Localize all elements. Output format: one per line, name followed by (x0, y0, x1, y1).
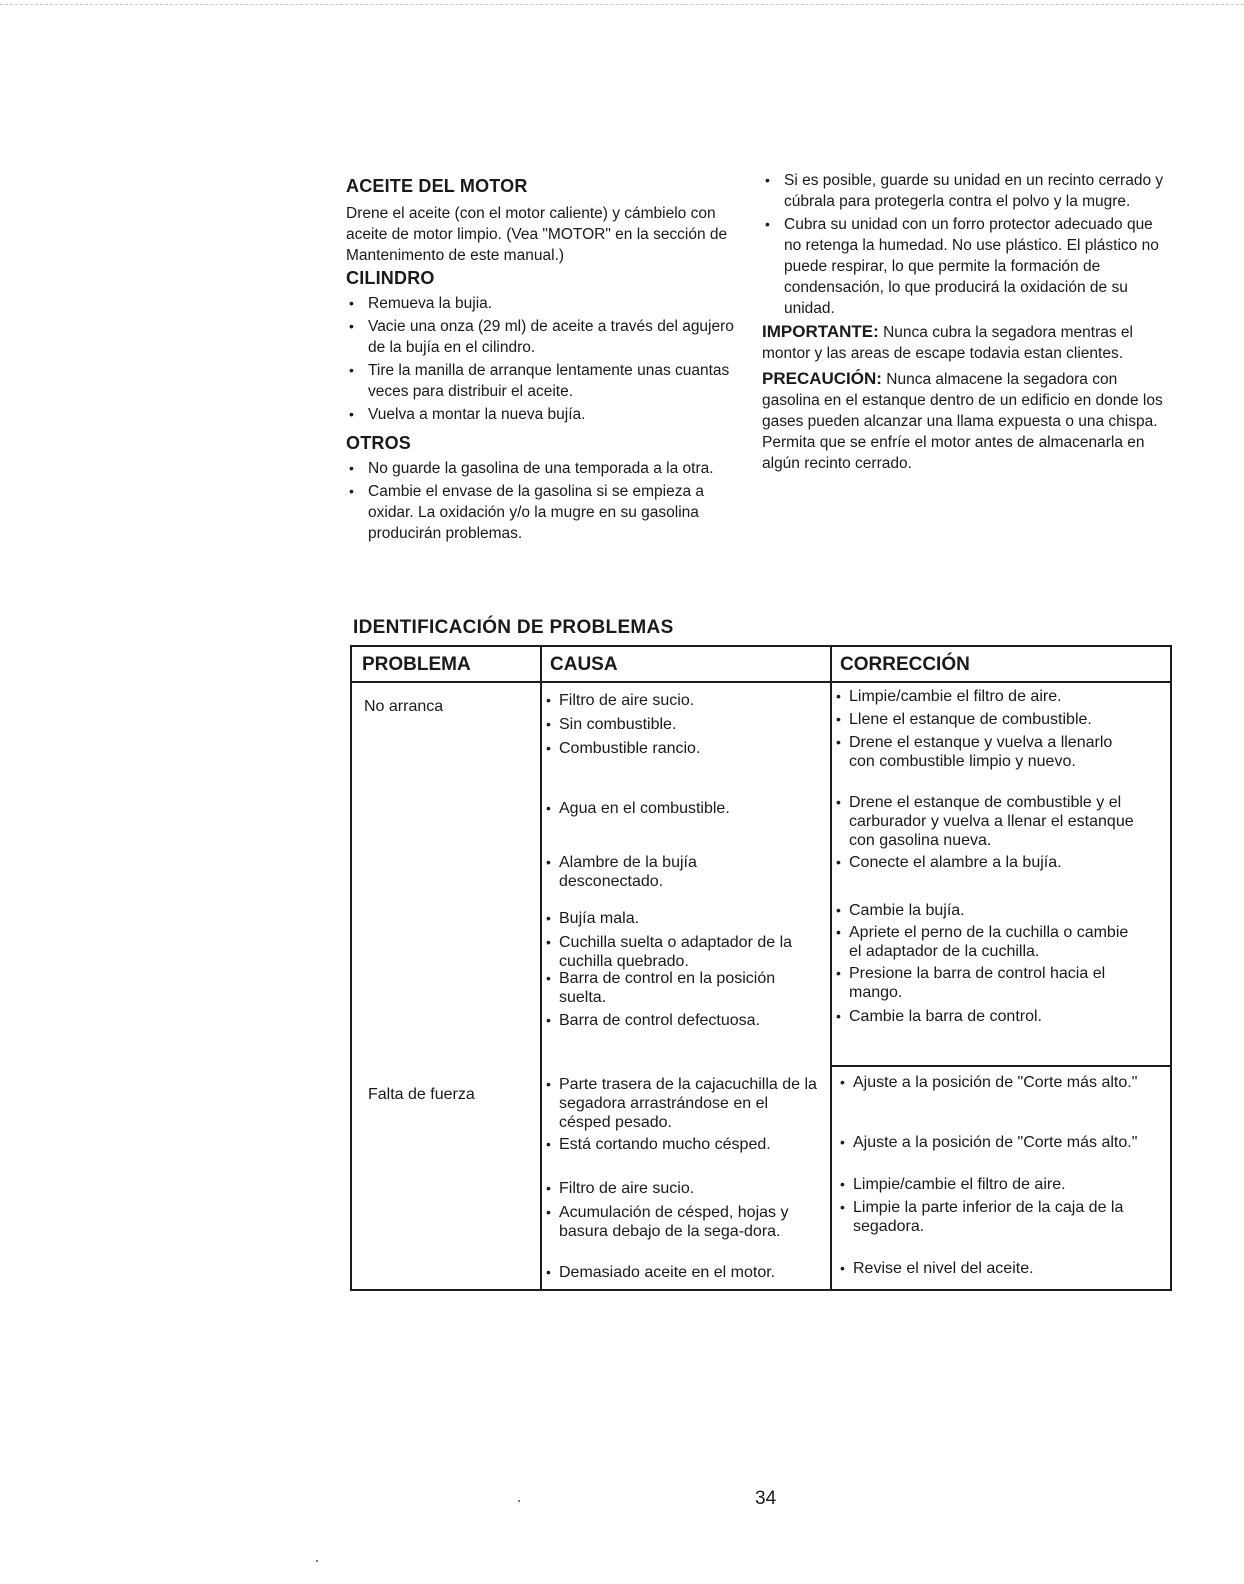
row-divider (830, 1065, 1170, 1067)
cause-text: Filtro de aire sucio. (559, 692, 695, 709)
cause-item (546, 1203, 818, 1241)
correction-item (836, 964, 1162, 1002)
bullet-icon: • (836, 794, 841, 810)
precaucion-paragraph (762, 368, 1172, 474)
bullet-icon: • (546, 910, 551, 926)
cause-text: Alambre de la bujía desconectado. (559, 854, 697, 890)
bullet-icon: • (349, 406, 354, 422)
correction-text: Drene el estanque y vuelva a llenarlo con combustible limpio y nuevo. (849, 734, 1113, 770)
correction-text: Cambie la barra de control. (849, 1008, 1042, 1025)
cause-text: Barra de control defectuosa. (559, 1012, 761, 1029)
correction-text: Presione la barra de control hacia el mango. (849, 965, 1106, 1001)
bullet-icon: • (840, 1074, 845, 1090)
list-item-text: Remueva la bujia. (368, 295, 493, 312)
precaucion-label: PRECAUCIÓN: (762, 369, 882, 388)
bullet-icon: • (836, 734, 841, 750)
bullet-icon: • (765, 216, 770, 232)
bullet-icon: • (836, 854, 841, 870)
bullet-icon: • (836, 902, 841, 918)
list-item (346, 316, 746, 358)
bullet-icon: • (349, 362, 354, 378)
cause-item (546, 799, 824, 818)
list-item-text: Vacie una onza (29 ml) de aceite a través del agujero de la bujía en el cilindro. (368, 318, 734, 356)
importante-text: Nunca cubra la segadora mentras el montor y las areas de escape todavia estan clientes. (762, 324, 1133, 362)
bullet-icon: • (836, 1008, 841, 1024)
left-column (346, 176, 746, 546)
bullet-icon: • (840, 1260, 845, 1276)
list-item (762, 170, 1172, 212)
bullet-icon: • (546, 716, 551, 732)
cause-text: Filtro de aire sucio. (559, 1180, 695, 1197)
bullet-icon: • (840, 1176, 845, 1192)
bullet-icon: • (349, 318, 354, 334)
correction-item (836, 733, 1136, 771)
list-item-text: Tire la manilla de arranque lentamente unas cuantas veces para distribuir el aceite. (368, 362, 730, 400)
cause-item (546, 1263, 826, 1282)
scan-speck (518, 1500, 520, 1502)
correction-item (840, 1198, 1160, 1236)
cause-item (546, 691, 824, 710)
correction-item (836, 710, 1162, 729)
cause-text: Cuchilla suelta o adaptador de la cuchilla quebrado. (559, 934, 793, 970)
precaucion-text: Nunca almacene la segadora con gasolina en el estanque dentro de un edificio en donde los gases pueden alcanzar una llama expuesta o una chispa. Permita que se enfríe el motor antes de almacenarla en algún recinto cerrado. (762, 371, 1163, 472)
list-item-text: Cambie el envase de la gasolina si se empieza a oxidar. La oxidación y/o la mugre en su gasolina producirán problemas. (368, 483, 705, 542)
correction-text: Limpie la parte inferior de la caja de la segadora. (853, 1199, 1124, 1235)
cilindro-title: CILINDRO (346, 268, 435, 288)
correction-item (836, 793, 1162, 850)
bullet-icon: • (546, 1204, 551, 1220)
cause-item (546, 1135, 824, 1154)
cause-text: Bujía mala. (559, 910, 640, 927)
importante-label: IMPORTANTE: (762, 322, 879, 341)
cause-text: Acumulación de césped, hojas y basura debajo de la sega-dora. (559, 1204, 789, 1240)
storage-list (762, 170, 1172, 319)
problem-cell: Falta de fuerza (368, 1086, 475, 1103)
cause-item (546, 1179, 824, 1198)
correction-text: Cambie la bujía. (849, 902, 965, 919)
column-divider (830, 647, 832, 1289)
otros-title: OTROS (346, 433, 412, 453)
correction-item (836, 687, 1162, 706)
cause-text: Está cortando mucho césped. (559, 1136, 771, 1153)
cause-item (546, 933, 806, 971)
importante-paragraph (762, 321, 1172, 364)
cause-item (546, 969, 826, 1007)
cilindro-list (346, 293, 746, 425)
bullet-icon: • (546, 1076, 551, 1092)
right-column (762, 170, 1172, 474)
header-correccion: CORRECCIÓN (830, 647, 1170, 683)
correction-item (840, 1175, 1160, 1194)
cause-text: Agua en el combustible. (559, 800, 730, 817)
bullet-icon: • (836, 965, 841, 981)
list-item (346, 360, 746, 402)
bullet-icon: • (765, 172, 770, 188)
list-item (346, 404, 746, 425)
cause-text: Sin combustible. (559, 716, 677, 733)
page-number: 34 (755, 1488, 777, 1509)
list-item (346, 458, 746, 479)
list-item (346, 293, 746, 314)
cause-text: Barra de control en la posición suelta. (559, 970, 776, 1006)
correction-item (840, 1073, 1160, 1092)
correction-item (836, 853, 1162, 872)
list-item-text: Vuelva a montar la nueva bujía. (368, 406, 586, 423)
list-item-text: Cubra su unidad con un forro protector adecuado que no retenga la humedad. No use plástico. El plástico no puede respirar, lo que permite la formación de condensación, lo que producirá la oxidación de su unidad. (784, 216, 1159, 317)
bullet-icon: • (546, 1136, 551, 1152)
scan-speck (316, 1560, 318, 1562)
correction-text: Ajuste a la posición de "Corte más alto." (853, 1134, 1138, 1151)
correction-text: Limpie/cambie el filtro de aire. (849, 688, 1062, 705)
bullet-icon: • (546, 854, 551, 870)
correction-text: Conecte el alambre a la bujía. (849, 854, 1062, 871)
problem-cell: No arranca (364, 698, 444, 715)
bullet-icon: • (836, 711, 841, 727)
correction-text: Llene el estanque de combustible. (849, 711, 1092, 728)
cause-item (546, 1075, 824, 1132)
cause-item (546, 1011, 824, 1030)
otros-list (346, 458, 746, 544)
column-divider (540, 647, 542, 1289)
cause-item (546, 909, 824, 928)
cause-item (546, 739, 824, 758)
aceite-text: Drene el aceite (con el motor caliente) y cámbielo con aceite de motor limpio. (Vea "MOTOR" en la sección de Mantenimento de este manual.) (346, 205, 728, 264)
bullet-icon: • (546, 740, 551, 756)
correction-text: Limpie/cambie el filtro de aire. (853, 1176, 1066, 1193)
bullet-icon: • (546, 1012, 551, 1028)
bullet-icon: • (840, 1134, 845, 1150)
bullet-icon: • (840, 1199, 845, 1215)
cause-text: Demasiado aceite en el motor. (559, 1264, 776, 1281)
aceite-title: ACEITE DEL MOTOR (346, 176, 528, 196)
bullet-icon: • (836, 688, 841, 704)
bullet-icon: • (349, 460, 354, 476)
correction-text: Ajuste a la posición de "Corte más alto." (853, 1074, 1138, 1091)
cause-text: Combustible rancio. (559, 740, 701, 757)
cause-item (546, 853, 746, 891)
bullet-icon: • (349, 295, 354, 311)
bullet-icon: • (546, 692, 551, 708)
table-title: IDENTIFICACIÓN DE PROBLEMAS (353, 617, 674, 638)
bullet-icon: • (349, 483, 354, 499)
header-problema: PROBLEMA (352, 647, 540, 683)
bullet-icon: • (836, 924, 841, 940)
correction-item (836, 923, 1136, 961)
bullet-icon: • (546, 1180, 551, 1196)
list-item-text: Si es posible, guarde su unidad en un recinto cerrado y cúbrala para protegerla contra el polvo y la mugre. (784, 172, 1164, 210)
bullet-icon: • (546, 800, 551, 816)
troubleshooting-table (350, 645, 1172, 1291)
list-item (762, 214, 1172, 319)
cause-text: Parte trasera de la cajacuchilla de la segadora arrastrándose en el césped pesado. (559, 1076, 817, 1131)
correction-item (840, 1133, 1160, 1152)
correction-text: Revise el nivel del aceite. (853, 1260, 1034, 1277)
correction-text: Drene el estanque de combustible y el carburador y vuelva a llenar el estanque con gasolina nueva. (849, 794, 1134, 849)
list-item-text: No guarde la gasolina de una temporada a la otra. (368, 460, 714, 477)
list-item (346, 481, 746, 544)
bullet-icon: • (546, 934, 551, 950)
header-causa: CAUSA (540, 647, 830, 683)
cause-item (546, 715, 824, 734)
bullet-icon: • (546, 970, 551, 986)
correction-item (836, 1007, 1162, 1026)
correction-item (840, 1259, 1160, 1278)
scan-edge-line (0, 4, 1244, 5)
correction-text: Apriete el perno de la cuchilla o cambie el adaptador de la cuchilla. (849, 924, 1129, 960)
bullet-icon: • (546, 1264, 551, 1280)
correction-item (836, 901, 1162, 920)
